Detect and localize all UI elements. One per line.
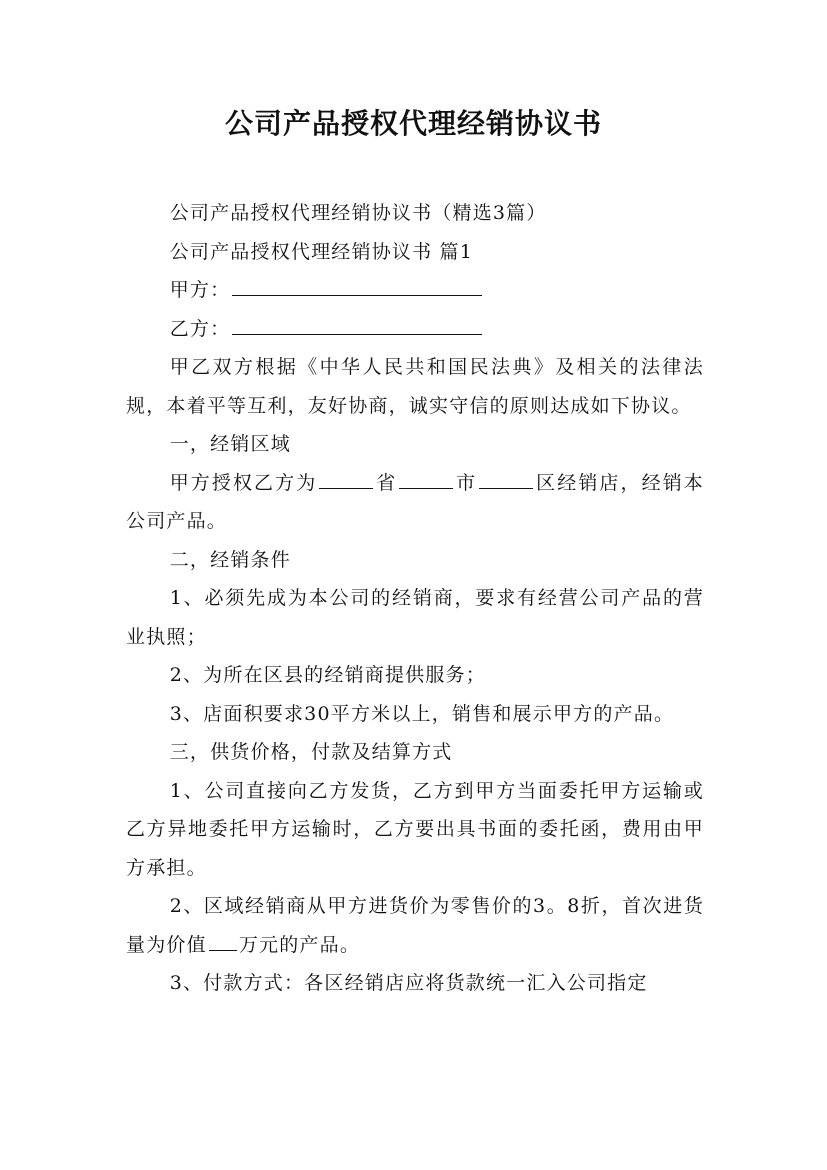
party-b-line xyxy=(126,310,704,349)
section2-heading: 二，经销条件 xyxy=(169,548,291,571)
document-body xyxy=(126,194,704,1003)
document-title: 公司产品授权代理经销协议书 xyxy=(224,107,602,140)
party-a-blank xyxy=(232,273,482,296)
section3-item1: 1、公司直接向乙方发货，乙方到甲方当面委托甲方运输或乙方异地委托甲方运输时，乙方要出具书面的委托函，费用由甲方承担。 xyxy=(126,779,704,879)
party-a-label: 甲方： xyxy=(169,279,231,301)
section3-item2 xyxy=(126,887,704,964)
section3-heading: 三，供货价格，付款及结算方式 xyxy=(169,741,453,763)
section1-text-a: 甲方授权乙方为 xyxy=(169,471,318,494)
section1-text-d: 区经销店，经销本公司产品。 xyxy=(126,471,704,532)
city-blank xyxy=(399,466,453,489)
subtitle-line: 公司产品授权代理经销协议书（精选3篇） xyxy=(169,202,547,224)
section1-text-b: 省 xyxy=(375,471,398,494)
section3-item2-text-b: 万元的产品。 xyxy=(238,933,361,956)
party-a-line xyxy=(126,271,704,310)
party-b-label: 乙方： xyxy=(169,317,231,340)
party-b-blank xyxy=(232,312,482,335)
section2-item3: 3、店面积要求30平方米以上，销售和展示甲方的产品。 xyxy=(169,702,675,725)
amount-blank xyxy=(209,928,237,951)
section2-item2: 2、为所在区县的经销商提供服务； xyxy=(169,664,486,686)
section2-item1: 1、必须先成为本公司的经销商，要求有经营公司产品的营业执照； xyxy=(126,587,704,648)
section1-heading: 一，经销区域 xyxy=(169,433,291,455)
province-blank xyxy=(319,466,373,489)
district-blank xyxy=(479,466,533,489)
chapter-line: 公司产品授权代理经销协议书 篇1 xyxy=(169,240,474,263)
intro-paragraph: 甲乙双方根据《中华人民共和国民法典》及相关的法律法规，本着平等互利，友好协商，诚实守信的原则达成如下协议。 xyxy=(126,356,704,417)
section1-paragraph xyxy=(126,464,704,541)
section3-item2-text-a: 2、区域经销商从甲方进货价为零售价的3。8折，首次进货量为价值 xyxy=(126,895,704,956)
section3-item3: 3、付款方式：各区经销店应将货款统一汇入公司指定 xyxy=(169,972,648,994)
section1-text-c: 市 xyxy=(455,471,478,494)
